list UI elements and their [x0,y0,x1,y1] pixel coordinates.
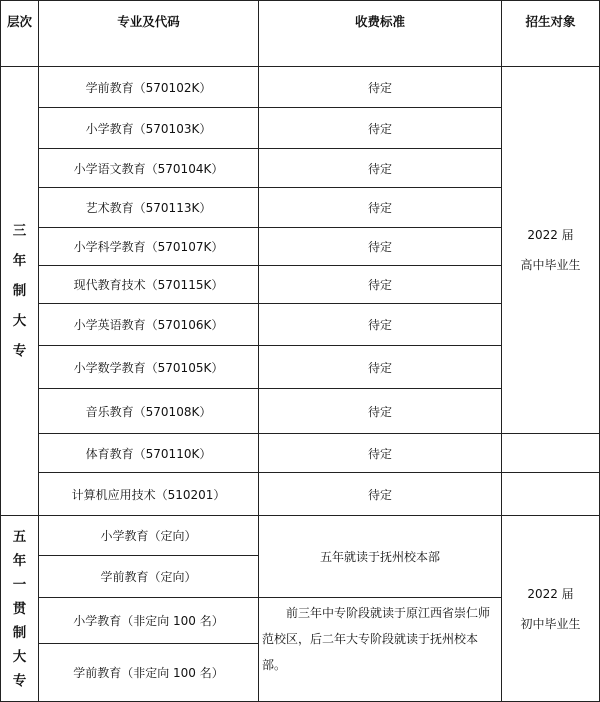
level-char: 制 [12,624,27,641]
header-target: 招生对象 [525,14,576,29]
major-cell: 艺术教育（570113K） [85,201,212,215]
major-cell: 计算机应用技术（510201） [71,487,226,502]
target-high-school-graduates [502,67,599,433]
major-cell: 小学科学教育（570107K） [73,240,224,254]
target-group: 高中毕业生 [520,258,581,272]
level-three-year-college [1,67,38,515]
level-char: 三 [12,223,27,239]
level-char: 年 [12,253,27,269]
fee-cell: 待定 [367,240,392,254]
major-cell: 音乐教育（570108K） [85,404,212,419]
level-char: 一 [12,576,27,593]
major-cell: 小学英语教育（570106K） [73,318,224,332]
header-level: 层次 [6,14,32,29]
level-char: 大 [12,648,27,665]
level-five-year-college [1,516,38,701]
major-cell: 小学教育（570103K） [85,121,212,136]
fee-cell: 待定 [367,161,392,176]
major-cell: 现代教育技术（570115K） [73,278,224,292]
major-cell: 学前教育（570102K） [85,80,212,95]
level-char: 大 [12,313,27,329]
fee-cell: 待定 [367,80,392,95]
fee-cell: 待定 [367,360,392,375]
fee-cell: 待定 [367,201,392,215]
fee-note-directed: 五年就读于抚州校本部 [319,550,440,564]
fee-cell: 待定 [367,404,392,419]
fee-cell: 待定 [367,446,392,461]
fee-cell: 待定 [367,487,392,502]
header-major-code: 专业及代码 [117,14,180,29]
level-char: 专 [12,343,27,359]
target-group: 初中毕业生 [520,616,581,631]
major-cell: 小学语文教育（570104K） [73,161,224,176]
target-year: 2022 届 [527,586,574,601]
major-cell: 小学教育（非定向 100 名） [73,614,224,628]
level-char: 贯 [12,600,27,617]
level-char: 五 [12,528,27,545]
major-cell: 学前教育（定向） [100,570,197,584]
target-middle-school-graduates [502,516,599,701]
fee-cell: 待定 [367,121,392,136]
header-fee: 收费标准 [354,14,405,29]
level-char: 年 [12,552,27,569]
fee-cell: 待定 [367,278,392,292]
major-cell: 小学教育（定向） [100,529,197,543]
target-year: 2022 届 [527,228,574,242]
level-char: 制 [12,283,27,299]
level-char: 专 [12,672,27,689]
major-cell: 小学数学教育（570105K） [73,360,224,375]
fee-note-nondirected: 前三年中专阶段就读于原江西省崇仁师范校区，后二年大专阶段就读于抚州校本部。 [262,606,491,672]
fee-cell: 待定 [367,318,392,332]
major-cell: 学前教育（非定向 100 名） [73,666,224,680]
major-cell: 体育教育（570110K） [85,446,212,461]
